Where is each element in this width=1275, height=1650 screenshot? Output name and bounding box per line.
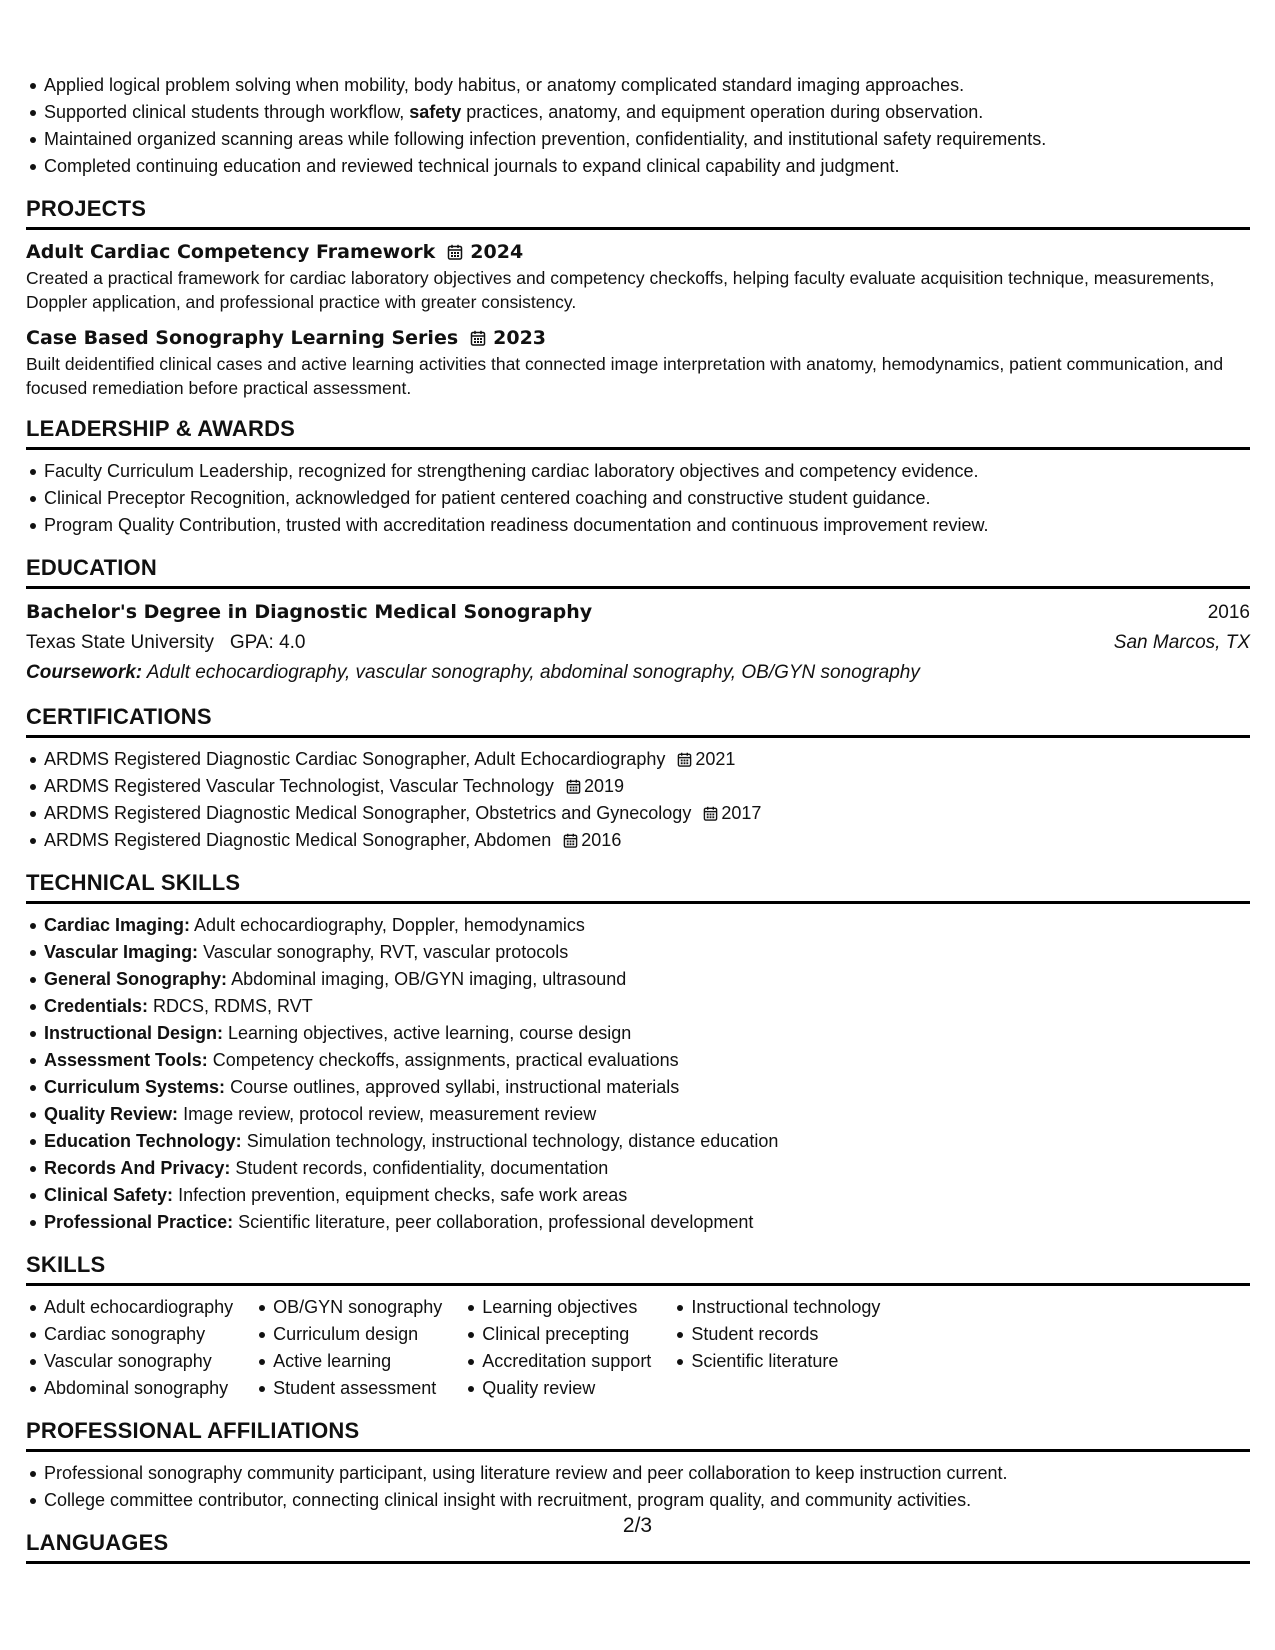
- calendar-icon: [703, 806, 718, 821]
- technical-skill-item: [26, 966, 1250, 993]
- languages-heading: LANGUAGES: [26, 1528, 1250, 1564]
- certifications-list: [26, 746, 1250, 854]
- project-entry: [26, 324, 1250, 400]
- project-entry: [26, 238, 1250, 314]
- skill-category: General Sonography:: [44, 969, 228, 989]
- calendar-icon: [470, 330, 486, 346]
- skill-values: Course outlines, approved syllabi, instructional materials: [230, 1077, 680, 1097]
- affiliation-item: Professional sonography community participant, using literature review and peer collaboration to keep instruction current.: [26, 1460, 1250, 1487]
- technical-skill-item: [26, 1020, 1250, 1047]
- skill-category: Quality Review:: [44, 1104, 179, 1124]
- projects-heading: PROJECTS: [26, 194, 1250, 230]
- experience-bullet: Maintained organized scanning areas while following infection prevention, confidentiality, and institutional safety requirements.: [26, 126, 1250, 153]
- certification-item: [26, 827, 1250, 854]
- leadership-item: Clinical Preceptor Recognition, acknowledged for patient centered coaching and constructive student guidance.: [26, 485, 1250, 512]
- skill-category: Cardiac Imaging:: [44, 915, 191, 935]
- leadership-heading: LEADERSHIP & AWARDS: [26, 414, 1250, 450]
- experience-bullets: [26, 72, 1250, 180]
- skill-values: Vascular sonography, RVT, vascular protocols: [203, 942, 569, 962]
- technical-skills-heading: TECHNICAL SKILLS: [26, 868, 1250, 904]
- certification-item: [26, 800, 1250, 827]
- leadership-item: Faculty Curriculum Leadership, recognized for strengthening cardiac laboratory objectives and competency evidence.: [26, 458, 1250, 485]
- certification-name: ARDMS Registered Diagnostic Cardiac Sonographer, Adult Echocardiography: [44, 749, 666, 769]
- skill-values: RDCS, RDMS, RVT: [153, 996, 313, 1016]
- skill-category: Curriculum Systems:: [44, 1077, 226, 1097]
- technical-skill-item: [26, 1128, 1250, 1155]
- project-year: 2023: [493, 327, 547, 349]
- certification-name: ARDMS Registered Vascular Technologist, Vascular Technology: [44, 776, 554, 796]
- technical-skill-item: [26, 1074, 1250, 1101]
- project-year: 2024: [470, 241, 524, 263]
- skill-item: Clinical precepting: [464, 1321, 651, 1348]
- skills-grid: [26, 1294, 1250, 1402]
- skill-values: Competency checkoffs, assignments, practical evaluations: [212, 1050, 679, 1070]
- skill-item: Adult echocardiography: [26, 1294, 233, 1321]
- resume-page: [26, 72, 1250, 1572]
- skill-item: Student records: [673, 1321, 880, 1348]
- school-line: [26, 628, 306, 658]
- skills-heading: SKILLS: [26, 1250, 1250, 1286]
- technical-skill-item: [26, 1101, 1250, 1128]
- education-heading: EDUCATION: [26, 553, 1250, 589]
- skill-values: Learning objectives, active learning, course design: [228, 1023, 632, 1043]
- education-entry: [26, 597, 1250, 688]
- skill-item: Vascular sonography: [26, 1348, 233, 1375]
- leadership-item: Program Quality Contribution, trusted with accreditation readiness documentation and continuous improvement review.: [26, 512, 1250, 539]
- project-description: Built deidentified clinical cases and active learning activities that connected image interpretation with anatomy, hemodynamics, patient communication, and focused remediation before practical assessment.: [26, 354, 1224, 398]
- certification-year: 2021: [695, 749, 736, 769]
- skills-column: [26, 1294, 233, 1402]
- technical-skill-item: [26, 1209, 1250, 1236]
- school-location: San Marcos, TX: [1113, 632, 1250, 653]
- skill-category: Credentials:: [44, 996, 149, 1016]
- skills-column: [255, 1294, 442, 1402]
- coursework: [26, 658, 1250, 688]
- affiliations-list: [26, 1460, 1250, 1514]
- skill-item: Cardiac sonography: [26, 1321, 233, 1348]
- calendar-icon: [447, 244, 463, 260]
- degree-title: Bachelor's Degree in Diagnostic Medical Sonography: [26, 601, 593, 623]
- degree-year: 2016: [1207, 602, 1250, 623]
- skill-item: Quality review: [464, 1375, 651, 1402]
- gpa: GPA: 4.0: [229, 632, 306, 653]
- skill-values: Scientific literature, peer collaboration, professional development: [238, 1212, 754, 1232]
- skill-category: Professional Practice:: [44, 1212, 234, 1232]
- calendar-icon: [677, 752, 692, 767]
- skill-item: OB/GYN sonography: [255, 1294, 442, 1321]
- skill-category: Records And Privacy:: [44, 1158, 231, 1178]
- coursework-label: Coursework:: [26, 662, 143, 683]
- project-description: Created a practical framework for cardiac laboratory objectives and competency checkoffs, helping faculty evaluate acquisition technique, measurements, Doppler application, and professional practice with greater consistency.: [26, 268, 1215, 312]
- skill-item: Learning objectives: [464, 1294, 651, 1321]
- skills-column: [673, 1294, 880, 1402]
- technical-skill-item: [26, 993, 1250, 1020]
- skill-values: Abdominal imaging, OB/GYN imaging, ultrasound: [231, 969, 627, 989]
- certification-name: ARDMS Registered Diagnostic Medical Sonographer, Obstetrics and Gynecology: [44, 803, 692, 823]
- skill-item: Curriculum design: [255, 1321, 442, 1348]
- certification-item: [26, 746, 1250, 773]
- project-title: Case Based Sonography Learning Series: [26, 327, 459, 349]
- school-name: Texas State University: [26, 632, 214, 653]
- projects-list: [26, 238, 1250, 400]
- skill-item: Instructional technology: [673, 1294, 880, 1321]
- affiliation-item: College committee contributor, connecting clinical insight with recruitment, program quality, and community activities.: [26, 1487, 1250, 1514]
- skill-values: Image review, protocol review, measurement review: [183, 1104, 597, 1124]
- certification-year: 2016: [581, 830, 622, 850]
- leadership-list: [26, 458, 1250, 539]
- technical-skill-item: [26, 1047, 1250, 1074]
- certification-year: 2019: [583, 776, 624, 796]
- certification-item: [26, 773, 1250, 800]
- certifications-heading: CERTIFICATIONS: [26, 702, 1250, 738]
- affiliations-heading: PROFESSIONAL AFFILIATIONS: [26, 1416, 1250, 1452]
- skill-values: Infection prevention, equipment checks, safe work areas: [178, 1185, 628, 1205]
- experience-bullet: Applied logical problem solving when mobility, body habitus, or anatomy complicated standard imaging approaches.: [26, 72, 1250, 99]
- skill-category: Instructional Design:: [44, 1023, 224, 1043]
- coursework-text: Adult echocardiography, vascular sonography, abdominal sonography, OB/GYN sonography: [146, 662, 920, 683]
- calendar-icon: [566, 779, 581, 794]
- experience-bullet: Completed continuing education and reviewed technical journals to expand clinical capability and judgment.: [26, 153, 1250, 180]
- technical-skill-item: [26, 1155, 1250, 1182]
- project-title: Adult Cardiac Competency Framework: [26, 241, 436, 263]
- experience-bullet: Supported clinical students through workflow, safety practices, anatomy, and equipment operation during observation.: [26, 99, 1250, 126]
- skill-category: Clinical Safety:: [44, 1185, 174, 1205]
- skill-values: Adult echocardiography, Doppler, hemodynamics: [194, 915, 585, 935]
- skill-category: Assessment Tools:: [44, 1050, 208, 1070]
- skill-category: Vascular Imaging:: [44, 942, 199, 962]
- page-number: 2/3: [622, 1514, 653, 1537]
- skill-values: Student records, confidentiality, documentation: [235, 1158, 609, 1178]
- technical-skill-item: [26, 912, 1250, 939]
- skill-item: Abdominal sonography: [26, 1375, 233, 1402]
- skill-values: Simulation technology, instructional technology, distance education: [246, 1131, 779, 1151]
- certification-year: 2017: [721, 803, 762, 823]
- technical-skills-list: [26, 912, 1250, 1236]
- skill-category: Education Technology:: [44, 1131, 242, 1151]
- skill-item: Scientific literature: [673, 1348, 880, 1375]
- technical-skill-item: [26, 939, 1250, 966]
- skill-item: Accreditation support: [464, 1348, 651, 1375]
- technical-skill-item: [26, 1182, 1250, 1209]
- skills-column: [464, 1294, 651, 1402]
- calendar-icon: [563, 833, 578, 848]
- certification-name: ARDMS Registered Diagnostic Medical Sonographer, Abdomen: [44, 830, 552, 850]
- skill-item: Active learning: [255, 1348, 442, 1375]
- skill-item: Student assessment: [255, 1375, 442, 1402]
